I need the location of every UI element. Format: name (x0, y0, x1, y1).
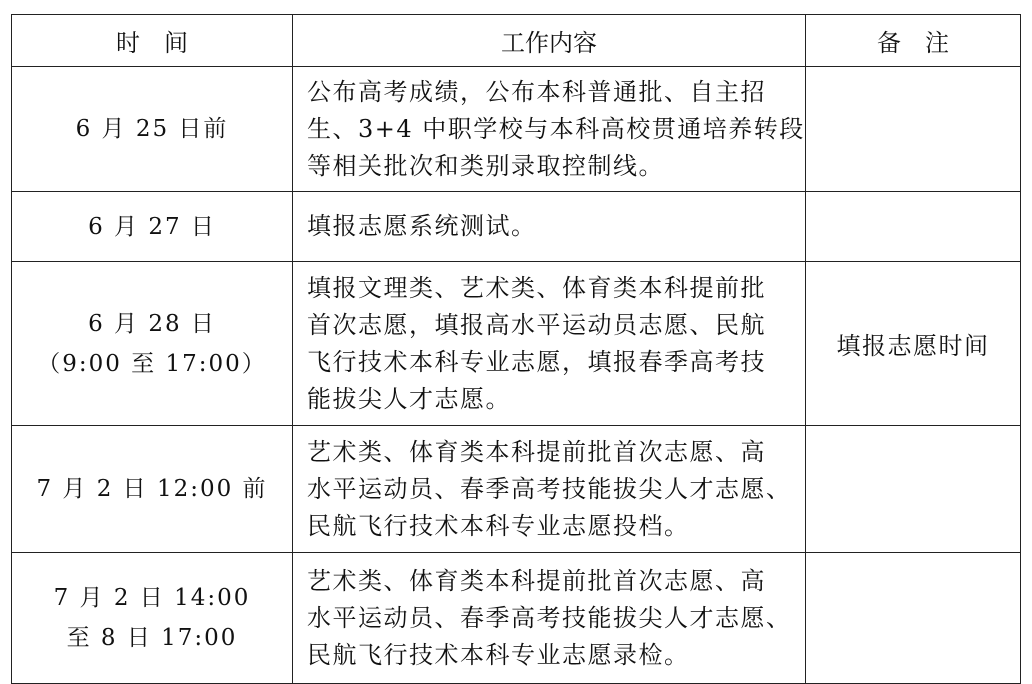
schedule-table (11, 14, 1021, 684)
work-cell (293, 192, 806, 262)
work-line: 生、3+4 中职学校与本科高校贯通培养转段 (307, 114, 805, 143)
work-line: 能拔尖人才志愿。 (307, 384, 511, 413)
work-line: 公布高考成绩，公布本科普通批、自主招 (307, 77, 766, 106)
work-cell (293, 67, 806, 192)
table-header-row (12, 15, 1021, 67)
header-time: 时 间 (12, 15, 293, 67)
work-cell (293, 426, 806, 553)
time-line: 7 月 2 日 12:00 前 (36, 476, 268, 502)
time-cell (12, 192, 293, 262)
note-cell (806, 192, 1021, 262)
work-line: 填报志愿系统测试。 (307, 212, 537, 240)
work-line: 水平运动员、春季高考技能拔尖人才志愿、 (307, 474, 792, 503)
header-work: 工作内容 (293, 15, 806, 67)
work-line: 首次志愿，填报高水平运动员志愿、民航 (307, 310, 766, 339)
time-line: 6 月 25 日前 (75, 116, 229, 142)
time-line: 6 月 28 日 (88, 310, 216, 337)
work-line: 飞行技术本科专业志愿，填报春季高考技 (307, 347, 766, 376)
time-cell (12, 262, 293, 426)
table-row (12, 67, 1021, 192)
work-line: 水平运动员、春季高考技能拔尖人才志愿、 (307, 603, 792, 632)
work-cell (293, 553, 806, 684)
note-cell: 填报志愿时间 (806, 262, 1021, 426)
note-cell (806, 67, 1021, 192)
time-cell (12, 426, 293, 553)
header-note: 备 注 (806, 15, 1021, 67)
work-line: 艺术类、体育类本科提前批首次志愿、高 (307, 566, 766, 595)
time-line: 至 8 日 17:00 (66, 625, 238, 651)
note-cell (806, 553, 1021, 684)
table-row (12, 262, 1021, 426)
work-cell (293, 262, 806, 426)
work-line: 民航飞行技术本科专业志愿录检。 (307, 640, 690, 669)
time-line: 7 月 2 日 14:00 (53, 585, 251, 611)
table-row (12, 192, 1021, 262)
table-row (12, 553, 1021, 684)
work-line: 等相关批次和类别录取控制线。 (307, 151, 664, 180)
table-row (12, 426, 1021, 553)
work-line: 填报文理类、艺术类、体育类本科提前批 (307, 273, 766, 302)
time-line: 6 月 27 日 (88, 213, 216, 240)
note-cell (806, 426, 1021, 553)
work-line: 艺术类、体育类本科提前批首次志愿、高 (307, 437, 766, 466)
time-cell (12, 67, 293, 192)
work-line: 民航飞行技术本科专业志愿投档。 (307, 511, 690, 540)
time-cell (12, 553, 293, 684)
time-line: （9:00 至 17:00） (37, 350, 267, 377)
